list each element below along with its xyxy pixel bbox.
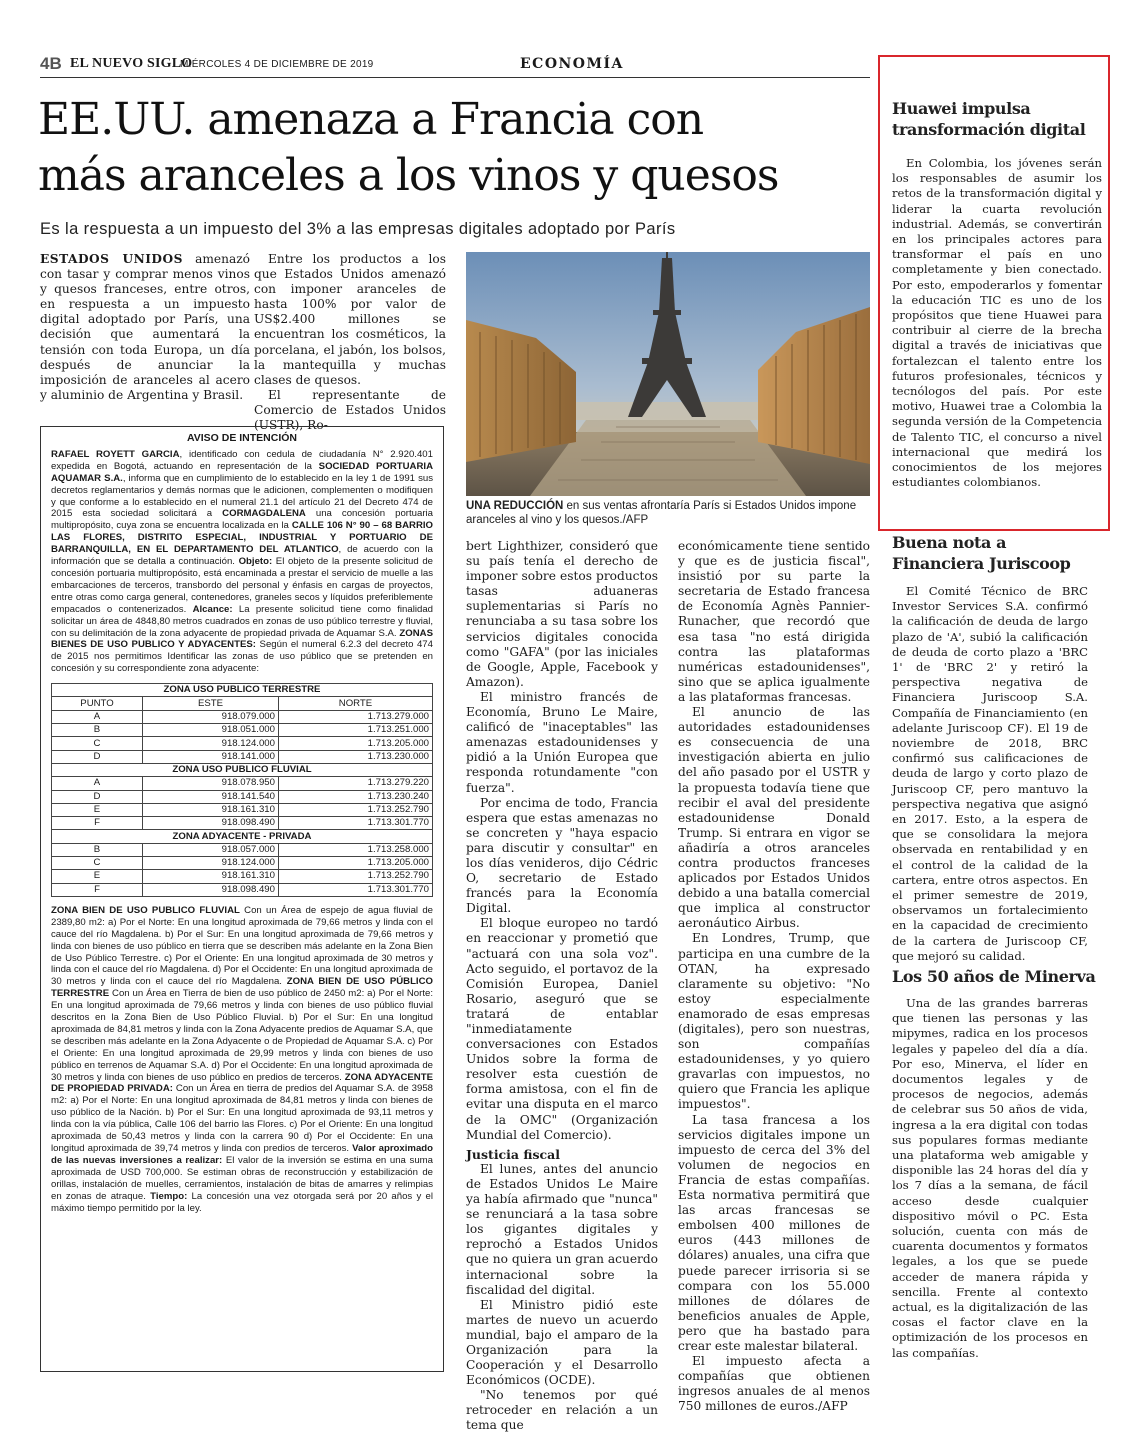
table-row [52, 790, 433, 803]
notice-bold: CORMAGDALENA [222, 508, 306, 520]
article-paragraph: El anuncio de las autoridades estadounidenses es consecuencia de una investigación abierta en julio del año pasado por el USTR y la propuesta todavía tiene que recibir el aval del presidente estadounidense Donald Trump. Si entrara en vigor se añadiría a otros aranceles contra productos franceses aplicados por Estados Unidos debido a una batalla comercial que implica al constructor aeronáutico Airbus. [678, 705, 870, 931]
notice-bold: ZONA BIEN DE USO PÚBLICO TERRESTRE [51, 976, 433, 1000]
section-subhead: Justicia fiscal [466, 1146, 560, 1162]
notice-title: AVISO DE INTENCIÓN [186, 432, 298, 444]
table-cell: 918.161.310 [143, 803, 279, 816]
table-cell: 918.161.310 [143, 870, 279, 883]
sidebar-story-3-text [892, 996, 1088, 1361]
table-cell: 918.051.000 [143, 724, 279, 737]
table-cell: C [52, 856, 143, 869]
photo-caption [466, 499, 870, 527]
article-paragraph: La tasa francesa a los servicios digitales impone un impuesto de cerca del 3% del volumen de negocios en Francia de estas compañías. Esta normativa permitirá que las arcas francesas se embolsen 400 millones de euros (443 millones de dólares) anuales, una cifra que puede parecer irrisoria si se compara con los 55.000 millones de dólares de beneficios anuales de Apple, pero que ha bastado para crear este malestar bilateral. [678, 1112, 870, 1353]
notice-bold: ZONA BIEN DE USO PUBLICO FLUVIAL [51, 904, 240, 916]
notice-text: La presente solicitud tiene como finalidad solicitar un área de 4848,80 metros cuadrados en zonas de uso público terrestre y fluvial, con su delimitación de la zona adyacente de propiedad privada de Aquamar S.A. [51, 603, 433, 639]
table-cell: 1.713.258.000 [278, 843, 432, 856]
table-row [52, 777, 433, 790]
section-name: ECONOMÍA [520, 56, 624, 72]
sidebar-story-2-title: Buena nota a Financiera Juriscoop [892, 533, 1071, 573]
table-row [52, 843, 433, 856]
article-subheadline: Es la respuesta a un impuesto del 3% a las empresas digitales adoptado por París [40, 220, 676, 238]
table-cell: 918.124.000 [143, 856, 279, 869]
notice-paragraph-2 [51, 905, 433, 1215]
table-cell: A [52, 777, 143, 790]
headline-line-1: EE.UU. amenaza a Francia con [38, 94, 704, 145]
table-cell: C [52, 737, 143, 750]
table-row [52, 883, 433, 896]
table-cell: 1.713.252.790 [278, 870, 432, 883]
table-row [52, 697, 433, 710]
article-column-3 [466, 539, 658, 1434]
table-cell: ZONA ADYACENTE - PRIVADA [52, 830, 433, 843]
notice-bold: CALLE 106 N° 90 – 68 BARRIO LAS FLORES, DISTRITO ESPECIAL, INDUSTRIAL Y PORTUARIO DE BARRANQUILLA, EN EL DEPARTAMENTO DEL ATLANTICO [51, 520, 433, 556]
eiffel-tower-photo [466, 252, 870, 496]
newspaper-name: EL NUEVO SIGLO [70, 56, 193, 71]
table-cell: 1.713.252.790 [278, 803, 432, 816]
coordinates-table [51, 683, 433, 897]
table-cell: 1.713.230.000 [278, 750, 432, 763]
table-cell: 918.141.540 [143, 790, 279, 803]
table-row [52, 856, 433, 869]
page-number: 4B [40, 54, 62, 73]
table-row [52, 803, 433, 816]
table-row [52, 763, 433, 776]
table-cell: 1.713.279.000 [278, 710, 432, 723]
notice-bold: Valor aproximado de las nuevas inversiones a realizar: [51, 1143, 434, 1166]
table-cell: 918.124.000 [143, 737, 279, 750]
sidebar-story-3-title: Los 50 años de Minerva [892, 967, 1096, 986]
table-row [52, 870, 433, 883]
sidebar-story-1-text [892, 156, 1102, 490]
legal-notice-box [40, 426, 444, 1372]
caption-rest: en sus ventas afrontaría París si Estados Unidos impone aranceles al vino y los quesos./AFP [466, 500, 857, 526]
article-paragraph: El Ministro pidió este martes de nuevo un acuerdo mundial, bajo el amparo de la Organización para la Cooperación y el Desarrollo Económicos (OCDE). [466, 1297, 658, 1388]
table-cell: F [52, 883, 143, 896]
table-cell: F [52, 817, 143, 830]
caption-lead: UNA REDUCCIÓN [466, 500, 564, 512]
sidebar-story-1-title: Huawei impulsa transformación digital [892, 99, 1086, 139]
notice-text: Con un Área en Tierra de bien de uso público de 2450 m2: a) Por el Norte: En una longitud aproximada de 79,66 metros y linda con bienes de uso público fluvial descritos en la Zona Bien de Uso Público Fluvial. b) Por el Sur: En una longitud aproximada de 84,81 metros y linda con la Zona Adyacente predios de Aquamar S.A, que se describen más adelante en la Zona Adyacente o de Propiedad de Aquamar S.A. c) Por el Oriente: En una longitud aproximada de 29,99 metros y linda con bienes de uso público en terrenos de Aquamar S.A. d) Por el Occidente: En una longitud aproximada de 30 metros y linda con bienes de uso público en predios de terceros. [51, 988, 433, 1083]
table-cell: NORTE [278, 697, 432, 710]
coordinates-table-body [52, 684, 433, 897]
table-row [52, 830, 433, 843]
article-photo [466, 252, 870, 496]
notice-bold: Alcance: [192, 603, 233, 615]
table-row [52, 817, 433, 830]
notice-bold: Tiempo: [150, 1190, 188, 1202]
table-cell: ZONA USO PUBLICO TERRESTRE [52, 684, 433, 697]
article-paragraph: bert Lighthizer, consideró que su país tenía el derecho de imponer sobre estos productos tasas aduaneras suplementarias si París no renunciaba a su tasa sobre los servicios digitales conocida como "GAFA" (por las iniciales de Google, Apple, Facebook y Amazon). [466, 539, 658, 689]
article-column-2 [254, 252, 446, 433]
table-cell: ZONA USO PUBLICO FLUVIAL [52, 763, 433, 776]
article-paragraph: Entre los productos a los que Estados Unidos amenazó con imponer aranceles de hasta 100% por valor de US$2.400 millones se encuentran los cosméticos, la porcelana, el jabón, los bolsos, la mantequilla y muchas clases de quesos. [254, 252, 446, 387]
article-paragraph: Por encima de todo, Francia espera que estas amenazas no se concreten y "haya espacio para discutir y consultar" en los días venideros, dijo Cédric O, secretario de Estado francés para la Economía Digital. [466, 795, 658, 916]
article-paragraph: El bloque europeo no tardó en reaccionar y prometió que "actuará con una sola voz". Acto seguido, el portavoz de la Comisión Europea, Daniel Rosario, aseguró que se tratará de entablar "inmediatamente conversaciones con Estados Unidos sobre la forma de resolver esta cuestión de forma amistosa, con el fin de evitar una disputa en el marco de la OMC" (Organización Mundial del Comercio). [466, 916, 658, 1142]
lead-caps: ESTADOS UNIDOS [40, 252, 183, 266]
table-row [52, 710, 433, 723]
notice-text: , de acuerdo con la información que se detalla a continuación. [51, 544, 433, 568]
notice-text: La concesión una vez otorgada será por 20 años y el máximo tiempo permitido por la ley. [51, 1190, 433, 1214]
masthead [40, 54, 870, 78]
notice-bold: ZONAS BIENES DE USO PUBLICO Y ADYACENTES: [51, 627, 433, 651]
table-cell: 918.098.490 [143, 817, 279, 830]
table-cell: 1.713.301.770 [278, 883, 432, 896]
table-cell: 1.713.279.220 [278, 777, 432, 790]
table-cell: B [52, 843, 143, 856]
notice-text: , informa que en cumplimiento de lo establecido en la ley 1 de 1991 sus decretos reglamentarios y demás normas que le adicionen, complementen o modifiquen y que conforme a lo establecido en el numeral 21.1 del artículo 21 del Decreto 474 de 2015 esta sociedad solicitará a [51, 472, 433, 520]
sidebar-story-2-text [892, 584, 1088, 964]
article-lead-paragraph [40, 252, 250, 403]
notice-text: Con un Área en tierra de predios del Aquamar S.A. de 3958 m2: a) Por el Norte: En una longitud aproximada de 84,81 metros y linda con bienes de uso público de la Nación. b) Por el Sur: En una longitud aproximada de 93,11 metros y linda con la vía pública, Calle 106 del barrio las Flores. c) Por el Oriente: En una longitud aproximada de 50,43 metros y linda con la carrera 90 d) Por el Occidente: En una longitud aproximada de 39,74 metros y linda con predios de terceros. [51, 1083, 434, 1154]
table-cell: 1.713.205.000 [278, 737, 432, 750]
article-paragraph: El impuesto afecta a compañías que obtienen ingresos anuales de al menos 750 millones de euros./AFP [678, 1354, 870, 1414]
notice-text: , identificado con cedula de ciudadanía N° 2.920.401 expedida en Bogotá, actuando en representación de la [51, 448, 433, 472]
table-cell: B [52, 724, 143, 737]
notice-text: Según el numeral 6.2.3 del decreto 474 de 2015 nos permitimos Identificar las zonas de uso público que se pretenden en concesión y su correspondiente zona adyacente: [51, 639, 433, 675]
notice-bold: SOCIEDAD PORTUARIA AQUAMAR S.A. [51, 460, 433, 484]
table-row [52, 724, 433, 737]
table-row [52, 750, 433, 763]
notice-bold: Objeto: [238, 556, 273, 568]
table-cell: 1.713.230.240 [278, 790, 432, 803]
table-cell: 918.079.000 [143, 710, 279, 723]
article-paragraph: económicamente tiene sentido y que es de justicia fiscal", insistió por su parte la secretaria de Estado francesa de Economía Agnès Pannier-Runacher, que recordó que esa tasa "no está dirigida contra las plataformas numéricas estadounidenses", sino que se aplica igualmente a las plataformas francesas. [678, 539, 870, 704]
legal-notice-content [51, 433, 433, 1214]
table-row [52, 684, 433, 697]
table-cell: E [52, 870, 143, 883]
table-cell: ESTE [143, 697, 279, 710]
table-cell: 1.713.301.770 [278, 817, 432, 830]
article-paragraph: En Londres, Trump, que participa en una cumbre de la OTAN, ha expresado claramente su objetivo: "No estoy especialmente enamorado de esas empresas (digitales), pero son nuestras, son compañías estadounidenses, y yo quiero gravarlas con impuestos, no quiero que Francia les aplique impuestos". [678, 931, 870, 1112]
article-column-4 [678, 539, 870, 1414]
table-cell: A [52, 710, 143, 723]
lead-rest: amenazó con tasar y comprar menos vinos y quesos franceses, entre otros, en respuesta a un impuesto digital adoptado por París, una decisión que aumentará la tensión con toda Europa, un día después de anunciar la imposición de aranceles al acero y aluminio de Argentina y Brasil. [40, 252, 250, 402]
notice-text: una concesión portuaria multipropósito, cuya zona se encuentra localizada en la [51, 508, 433, 532]
notice-text: Con un Área de espejo de agua fluvial de 2389,80 m2: a) Por el Norte: En una longitud aproximada de 79,66 metros y linda con el cauce del río Magdalena. b) Por el Sur: En una longitud aproximada de 79,66 metros y linda con bienes de uso público en tierra que se describen más adelante en la Zona Bien de Uso Público Terrestre. c) Por el Oriente: En una longitud aproximada de 30 metros y linda con el cauce del río Magdalena. d) Por el Occidente: En una longitud aproximada de 30 metros y linda con el cauce del río Magdalena. [51, 904, 433, 988]
article-column-1 [40, 252, 250, 403]
table-cell: 918.098.490 [143, 883, 279, 896]
table-cell: 918.078.950 [143, 777, 279, 790]
notice-text: El objeto de la presente solicitud de concesión portuaria multipropósito, está encaminada a prestar el servicio de muelle a las embarcaciones de terceros, transbordo del personal y énfasis en cargas de proyectos, entre otras como carga general, contenedores, graneles secos y líquidos preferiblemente empacados o contenerizados. [51, 556, 433, 615]
sidebar-paragraph: En Colombia, los jóvenes serán los responsables de asumir los retos de la transformación digital y liderar la cuarta revolución industrial. Además, se convertirán en los principales actores para transformar el país en uno completamente y bien conectado. Por esto, empoderarlos y fomentar la educación TIC es uno de los propósitos que tiene Huawei para contribuir al cierre de la brecha digital a través de iniciativas que fortalezcan el talento entre los futuros profesionales, técnicos y tecnólogos del país. Por este motivo, Huawei trae a Colombia la segunda versión de la Competencia de Talento TIC, el concurso a nivel internacional que medirá los conocimientos de los mejores estudiantes colombianos. [892, 156, 1102, 490]
sidebar-paragraph: Una de las grandes barreras que tienen las personas y las mipymes, radica en los procesos legales y papeleo del día a día. Por eso, Minerva, el líder en documentos legales y de procesos de negocios, además de celebrar sus 50 años de vida, ingresa a la era digital con todas sus populares formas mediante una plataforma web amigable y disponible las 24 horas del día y los 7 días a la semana, de fácil acceso desde cualquier dispositivo móvil o PC. Esta solución, cuenta con más de cuarenta documentos y formatos legales, a los que se puede acceder de manera rápida y sencilla. Frente al contexto actual, es la digitalización de las cosas el factor clave en la optimización de los procesos en las compañías. [892, 996, 1088, 1360]
notice-bold: ZONA ADYACENTE DE PROPIEDAD PRIVADA: [51, 1071, 433, 1095]
table-cell: 918.141.000 [143, 750, 279, 763]
article-paragraph: El representante de Comercio de Estados Unidos (USTR), Ro- [254, 387, 446, 433]
table-cell: PUNTO [52, 697, 143, 710]
notice-text: El valor de la inversión se estima en una suma aproximada de USD 700,000. Se estiman obras de reconstrucción y estabilización de orillas, instalación de muelles, cerramientos, instalación de bitas de amarres y relimpias en zonas de atraque. [51, 1154, 433, 1202]
sidebar-paragraph: El Comité Técnico de BRC Investor Services S.A. confirmó la calificación de deuda de largo plazo de 'A', subió la calificación de deuda de corto plazo a 'BRC 1' de 'BRC 2' y retiró la perspectiva negativa de Financiera Juriscoop S.A. Compañía de Financiamiento (en adelante Juriscoop CF). El 19 de noviembre de 2018, BRC confirmó sus calificaciones de deuda de largo y corto plazo de Juriscoop CF, pero mantuvo la perspectiva negativa que asignó en 2017. Esto, a la espera de que se consolidara la mejora observada en rentabilidad y en el control de la calidad de la cartera, entre otros aspectos. En el primer semestre de 2019, observamos un fortalecimiento en la capacidad de crecimiento de la cartera de Juriscoop CF, que mejoró su calidad. [892, 584, 1088, 963]
table-cell: E [52, 803, 143, 816]
table-cell: D [52, 790, 143, 803]
table-cell: 1.713.251.000 [278, 724, 432, 737]
article-paragraph: El lunes, antes del anuncio de Estados Unidos Le Maire ya había afirmado que "nunca" se renunciará a la tasa sobre los gigantes digitales y reprochó a Estados Unidos que no quiera un gran acuerdo internacional sobre la fiscalidad del digital. [466, 1161, 658, 1297]
notice-bold: RAFAEL ROYETT GARCIA [51, 448, 180, 460]
table-cell: 1.713.205.000 [278, 856, 432, 869]
table-row [52, 737, 433, 750]
article-headline [38, 92, 858, 204]
article-paragraph: "No tenemos por qué retroceder en relación a un tema que [466, 1388, 658, 1433]
article-paragraph: El ministro francés de Economía, Bruno Le Maire, calificó de "inaceptables" las amenazas estadounidenses y pidió a la Unión Europea que responda rotundamente "con fuerza". [466, 689, 658, 795]
table-cell: 918.057.000 [143, 843, 279, 856]
notice-paragraph-1 [51, 449, 433, 675]
issue-date: MIÉRCOLES 4 DE DICIEMBRE DE 2019 [180, 59, 374, 70]
headline-line-2: más aranceles a los vinos y quesos [38, 150, 779, 201]
table-cell: D [52, 750, 143, 763]
